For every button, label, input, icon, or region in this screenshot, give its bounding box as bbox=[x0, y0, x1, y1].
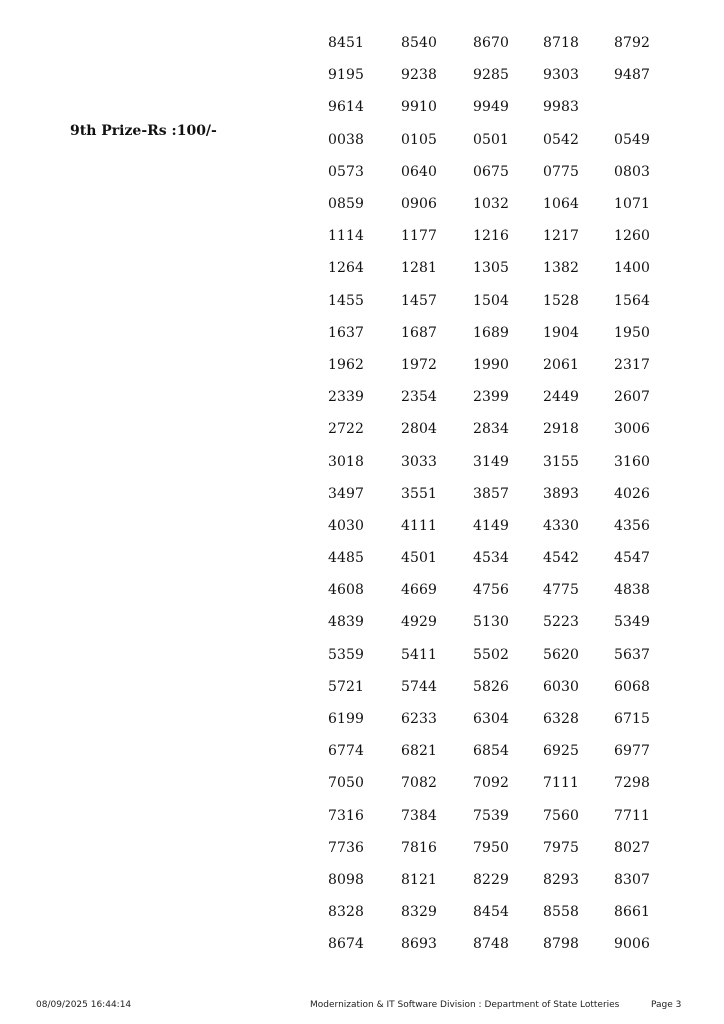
ticket-number: 6328 bbox=[543, 711, 580, 728]
ticket-number: 8027 bbox=[614, 839, 651, 856]
ticket-number: 1216 bbox=[473, 228, 510, 245]
ticket-number: 9614 bbox=[328, 99, 365, 116]
ticket-number: 8674 bbox=[328, 936, 365, 953]
ticket-number: 2399 bbox=[473, 389, 510, 406]
ticket-number: 6030 bbox=[543, 678, 580, 695]
ticket-number: 9006 bbox=[614, 936, 651, 953]
number-row bbox=[328, 124, 688, 156]
ticket-number: 7384 bbox=[401, 807, 438, 824]
ticket-number: 2804 bbox=[401, 421, 438, 438]
ticket-number: 8293 bbox=[543, 871, 580, 888]
number-row bbox=[328, 800, 688, 832]
ticket-number: 2834 bbox=[473, 421, 510, 438]
ticket-number: 1528 bbox=[543, 292, 580, 309]
ticket-number: 4485 bbox=[328, 550, 365, 567]
ticket-number: 7950 bbox=[473, 839, 510, 856]
ticket-number: 0775 bbox=[543, 163, 580, 180]
ticket-number: 3893 bbox=[543, 485, 580, 502]
number-row bbox=[328, 91, 688, 123]
ticket-number: 8718 bbox=[543, 35, 580, 52]
ticket-number: 1071 bbox=[614, 196, 651, 213]
ticket-number: 8098 bbox=[328, 871, 365, 888]
ticket-number: 8229 bbox=[473, 871, 510, 888]
ticket-number: 0803 bbox=[614, 163, 651, 180]
ticket-number: 1962 bbox=[328, 356, 365, 373]
number-row bbox=[328, 671, 688, 703]
number-row bbox=[328, 381, 688, 413]
ticket-number: 6821 bbox=[401, 743, 438, 760]
number-row bbox=[328, 896, 688, 928]
ticket-number: 8670 bbox=[473, 35, 510, 52]
ticket-number: 5349 bbox=[614, 614, 651, 631]
ticket-number: 1687 bbox=[401, 324, 438, 341]
ticket-number: 0549 bbox=[614, 131, 651, 148]
ticket-number: 4929 bbox=[401, 614, 438, 631]
ticket-number: 3006 bbox=[614, 421, 651, 438]
ticket-number: 5637 bbox=[614, 646, 651, 663]
number-row bbox=[328, 639, 688, 671]
number-row bbox=[328, 542, 688, 574]
ticket-number: 8329 bbox=[401, 904, 438, 921]
ticket-number: 6925 bbox=[543, 743, 580, 760]
ticket-number: 2317 bbox=[614, 356, 651, 373]
ticket-number: 7816 bbox=[401, 839, 438, 856]
ticket-number: 9238 bbox=[401, 67, 438, 84]
ticket-number: 4839 bbox=[328, 614, 365, 631]
ticket-number: 6199 bbox=[328, 711, 365, 728]
ticket-number: 3033 bbox=[401, 453, 438, 470]
ticket-number: 1114 bbox=[328, 228, 365, 245]
number-row bbox=[328, 285, 688, 317]
ticket-number: 3497 bbox=[328, 485, 365, 502]
ticket-number: 7975 bbox=[543, 839, 580, 856]
ticket-number: 8451 bbox=[328, 35, 365, 52]
ticket-number: 4547 bbox=[614, 550, 651, 567]
ticket-number: 0906 bbox=[401, 196, 438, 213]
ticket-number: 6068 bbox=[614, 678, 651, 695]
ticket-number: 8121 bbox=[401, 871, 438, 888]
footer-page-number: Page 3 bbox=[651, 1000, 682, 1010]
ticket-number: 5359 bbox=[328, 646, 365, 663]
number-row bbox=[328, 574, 688, 606]
ticket-number: 7736 bbox=[328, 839, 365, 856]
ticket-number: 8792 bbox=[614, 35, 651, 52]
ticket-number: 2449 bbox=[543, 389, 580, 406]
ticket-number: 4838 bbox=[614, 582, 651, 599]
number-row bbox=[328, 703, 688, 735]
ticket-number: 9487 bbox=[614, 67, 651, 84]
winning-numbers-grid bbox=[328, 27, 688, 960]
ticket-number: 1457 bbox=[401, 292, 438, 309]
ticket-number: 1400 bbox=[614, 260, 651, 277]
ticket-number: 6715 bbox=[614, 711, 651, 728]
ticket-number: 1264 bbox=[328, 260, 365, 277]
ticket-number: 1637 bbox=[328, 324, 365, 341]
ticket-number: 1564 bbox=[614, 292, 651, 309]
ticket-number: 8798 bbox=[543, 936, 580, 953]
ticket-number: 2061 bbox=[543, 356, 580, 373]
number-row bbox=[328, 928, 688, 960]
number-row bbox=[328, 510, 688, 542]
ticket-number: 9303 bbox=[543, 67, 580, 84]
page-footer bbox=[0, 1000, 724, 1014]
number-row bbox=[328, 606, 688, 638]
number-row bbox=[328, 349, 688, 381]
ticket-number: 7092 bbox=[473, 775, 510, 792]
ticket-number: 3857 bbox=[473, 485, 510, 502]
footer-division: Modernization & IT Software Division : Department of State Lotteries bbox=[310, 1000, 620, 1010]
ticket-number: 8454 bbox=[473, 904, 510, 921]
ticket-number: 5826 bbox=[473, 678, 510, 695]
ticket-number: 7560 bbox=[543, 807, 580, 824]
ticket-number: 0859 bbox=[328, 196, 365, 213]
ticket-number: 1382 bbox=[543, 260, 580, 277]
ticket-number: 7111 bbox=[543, 775, 580, 792]
ticket-number: 3155 bbox=[543, 453, 580, 470]
ticket-number: 4534 bbox=[473, 550, 510, 567]
ticket-number: 1305 bbox=[473, 260, 510, 277]
number-row bbox=[328, 445, 688, 477]
ticket-number: 4608 bbox=[328, 582, 365, 599]
ticket-number: 8558 bbox=[543, 904, 580, 921]
ticket-number: 4501 bbox=[401, 550, 438, 567]
ticket-number: 2722 bbox=[328, 421, 365, 438]
ticket-number: 3149 bbox=[473, 453, 510, 470]
ticket-number: 8307 bbox=[614, 871, 651, 888]
ticket-number: 1504 bbox=[473, 292, 510, 309]
number-row bbox=[328, 864, 688, 896]
ticket-number: 1260 bbox=[614, 228, 651, 245]
ticket-number: 1177 bbox=[401, 228, 438, 245]
ticket-number: 7298 bbox=[614, 775, 651, 792]
ticket-number: 6304 bbox=[473, 711, 510, 728]
ticket-number: 0675 bbox=[473, 163, 510, 180]
number-row bbox=[328, 220, 688, 252]
ticket-number: 1455 bbox=[328, 292, 365, 309]
number-row bbox=[328, 767, 688, 799]
ticket-number: 7050 bbox=[328, 775, 365, 792]
number-row bbox=[328, 188, 688, 220]
number-row bbox=[328, 478, 688, 510]
ticket-number: 7711 bbox=[614, 807, 651, 824]
ticket-number: 5721 bbox=[328, 678, 365, 695]
ticket-number: 1281 bbox=[401, 260, 438, 277]
ticket-number: 0038 bbox=[328, 131, 365, 148]
number-row bbox=[328, 413, 688, 445]
ticket-number: 6774 bbox=[328, 743, 365, 760]
ticket-number: 2339 bbox=[328, 389, 365, 406]
ticket-number: 6977 bbox=[614, 743, 651, 760]
ticket-number: 2918 bbox=[543, 421, 580, 438]
ticket-number: 0640 bbox=[401, 163, 438, 180]
ticket-number: 5620 bbox=[543, 646, 580, 663]
ticket-number: 5223 bbox=[543, 614, 580, 631]
ticket-number: 4149 bbox=[473, 517, 510, 534]
ticket-number: 5744 bbox=[401, 678, 438, 695]
ticket-number: 8693 bbox=[401, 936, 438, 953]
ticket-number: 7539 bbox=[473, 807, 510, 824]
number-row bbox=[328, 832, 688, 864]
ticket-number: 1689 bbox=[473, 324, 510, 341]
number-row bbox=[328, 27, 688, 59]
ticket-number: 8661 bbox=[614, 904, 651, 921]
ticket-number: 1217 bbox=[543, 228, 580, 245]
ticket-number: 8748 bbox=[473, 936, 510, 953]
ticket-number: 2354 bbox=[401, 389, 438, 406]
ticket-number: 4775 bbox=[543, 582, 580, 599]
ticket-number: 4669 bbox=[401, 582, 438, 599]
ticket-number: 4756 bbox=[473, 582, 510, 599]
ticket-number: 5502 bbox=[473, 646, 510, 663]
ticket-number: 4111 bbox=[401, 517, 438, 534]
ticket-number: 4026 bbox=[614, 485, 651, 502]
ticket-number: 8540 bbox=[401, 35, 438, 52]
ticket-number: 7316 bbox=[328, 807, 365, 824]
ticket-number: 6854 bbox=[473, 743, 510, 760]
ticket-number: 4330 bbox=[543, 517, 580, 534]
ticket-number: 8328 bbox=[328, 904, 365, 921]
ticket-number: 5130 bbox=[473, 614, 510, 631]
number-row bbox=[328, 59, 688, 91]
number-row bbox=[328, 317, 688, 349]
ticket-number: 9910 bbox=[401, 99, 438, 116]
ticket-number: 7082 bbox=[401, 775, 438, 792]
ticket-number: 3551 bbox=[401, 485, 438, 502]
ticket-number: 1904 bbox=[543, 324, 580, 341]
ticket-number: 0573 bbox=[328, 163, 365, 180]
ticket-number: 9949 bbox=[473, 99, 510, 116]
ticket-number: 1064 bbox=[543, 196, 580, 213]
prize-label: 9th Prize-Rs :100/- bbox=[70, 123, 217, 139]
ticket-number: 3018 bbox=[328, 453, 365, 470]
ticket-number: 4030 bbox=[328, 517, 365, 534]
ticket-number: 4542 bbox=[543, 550, 580, 567]
ticket-number: 1032 bbox=[473, 196, 510, 213]
ticket-number: 1972 bbox=[401, 356, 438, 373]
ticket-number: 9983 bbox=[543, 99, 580, 116]
ticket-number: 1950 bbox=[614, 324, 651, 341]
ticket-number: 0105 bbox=[401, 131, 438, 148]
ticket-number: 6233 bbox=[401, 711, 438, 728]
ticket-number: 0501 bbox=[473, 131, 510, 148]
ticket-number: 9195 bbox=[328, 67, 365, 84]
ticket-number: 4356 bbox=[614, 517, 651, 534]
ticket-number: 5411 bbox=[401, 646, 438, 663]
number-row bbox=[328, 156, 688, 188]
ticket-number: 2607 bbox=[614, 389, 651, 406]
ticket-number: 0542 bbox=[543, 131, 580, 148]
number-row bbox=[328, 252, 688, 284]
ticket-number: 3160 bbox=[614, 453, 651, 470]
number-row bbox=[328, 735, 688, 767]
footer-timestamp: 08/09/2025 16:44:14 bbox=[36, 1000, 132, 1010]
ticket-number: 1990 bbox=[473, 356, 510, 373]
ticket-number: 9285 bbox=[473, 67, 510, 84]
